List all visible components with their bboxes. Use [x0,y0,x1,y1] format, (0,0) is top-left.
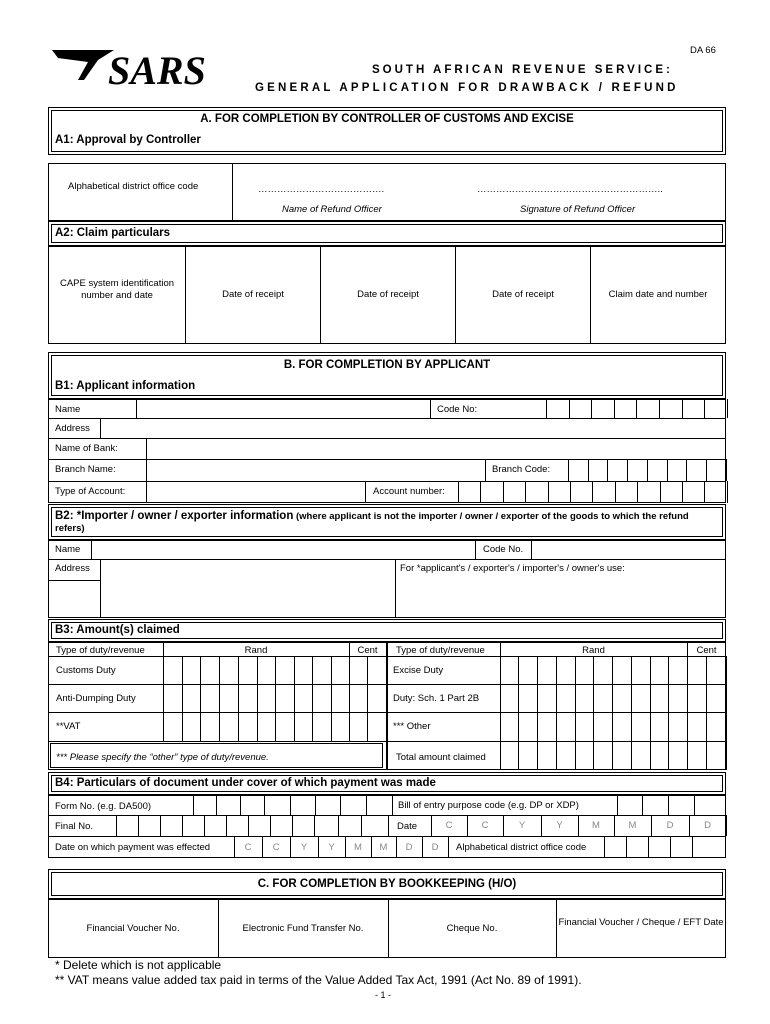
b3-other-note: *** Please specify the “other” type of duty/revenue. [56,752,269,763]
b3-total-digit-box[interactable] [501,742,518,769]
b3-total-label: Total amount claimed [396,752,486,763]
org-name: SOUTH AFRICAN REVENUE SERVICE: [372,64,673,76]
form-title: GENERAL APPLICATION FOR DRAWBACK / REFUND [255,82,679,94]
b3-rand-digit-box[interactable] [557,713,575,739]
b3-left-type-header: Type of duty/revenue [56,645,145,656]
b2-code-no-input[interactable] [532,541,725,558]
a2-title: A2: Claim particulars [55,227,171,239]
b3-left-cent-header: Cent [357,645,378,656]
b1-code-no-box[interactable] [705,400,727,417]
b1-account-type-input[interactable] [147,482,365,502]
b3-rand-digit-box[interactable] [201,713,219,739]
b3-cent-digit-box[interactable] [350,685,367,711]
b4-bill-of-entry-label: Bill of entry purpose code (e.g. DP or XDP) [398,800,579,811]
b1-branch-code-box[interactable] [628,460,647,480]
b3-rand-digit-box[interactable] [651,685,668,711]
b1-bank-label: Name of Bank: [55,443,118,454]
district-code-label: Alphabetical district office code [68,181,199,192]
b4-date-label: Date [397,821,418,832]
b3-rand-digit-box[interactable] [557,685,575,711]
b3-rand-digit-box[interactable] [313,657,331,683]
b4-date-letter-placeholder[interactable]: M [628,820,637,831]
b3-rand-digit-box[interactable] [220,685,238,711]
b3-rand-digit-box[interactable] [332,657,349,683]
b1-code-no-box[interactable] [637,400,659,417]
section-b-title: B. FOR COMPLETION BY APPLICANT [283,359,491,371]
b3-rand-digit-box[interactable] [295,685,312,711]
b4-payment-date-letter-placeholder[interactable]: Y [328,842,335,853]
b3-rand-digit-box[interactable] [632,657,650,683]
b4-date-letter-placeholder[interactable]: C [481,820,489,831]
b2-name-label: Name [55,544,81,555]
b3-rand-digit-box[interactable] [594,685,612,711]
b3-total-digit-box[interactable] [688,742,706,769]
b1-name-input[interactable] [137,400,430,417]
b3-rand-digit-box[interactable] [332,713,349,739]
svg-text:SARS: SARS [108,48,206,93]
b3-rand-digit-box[interactable] [276,657,294,683]
b4-payment-date-letter-placeholder[interactable]: Y [300,842,308,853]
b3-rand-digit-box[interactable] [313,685,331,711]
b3-cent-digit-box[interactable] [707,685,726,711]
b3-title: B3: Amount(s) claimed [55,624,180,636]
b3-rand-digit-box[interactable] [594,657,612,683]
claim-col-receipt-2: Date of receipt [357,289,419,300]
footer-note-delete: * Delete which is not applicable [55,958,222,972]
b3-rand-digit-box[interactable] [613,713,631,739]
officer-name-label: Name of Refund Officer [282,204,382,215]
c-col-date: Financial Voucher / Cheque / EFT Date [558,917,724,928]
b4-payment-date-label: Date on which payment was effected [55,842,211,853]
b3-cent-digit-box[interactable] [368,713,386,739]
c-col-eft: Electronic Fund Transfer No. [242,923,364,934]
b3-rand-digit-box[interactable] [239,713,257,739]
b3-rand-digit-box[interactable] [632,685,650,711]
b3-rand-digit-box[interactable] [201,685,219,711]
b3-rand-digit-box[interactable] [576,657,593,683]
b3-rand-digit-box[interactable] [332,685,349,711]
b1-address-label: Address [55,423,90,434]
b3-rand-digit-box[interactable] [538,685,556,711]
b3-total-digit-box[interactable] [613,742,631,769]
b3-rand-digit-box[interactable] [276,685,294,711]
b3-rand-digit-box[interactable] [164,685,182,711]
b1-account-number-box[interactable] [504,482,525,502]
b1-account-number-box[interactable] [459,482,480,502]
b3-left-rand-header: Rand [244,645,268,656]
b1-branch-name-input[interactable] [147,460,485,480]
b3-rand-digit-box[interactable] [613,685,631,711]
b3-rand-digit-box[interactable] [576,685,593,711]
b1-branch-name-label: Branch Name: [55,464,116,475]
b3-cent-digit-box[interactable] [350,657,367,683]
b1-branch-code-box[interactable] [608,460,627,480]
b3-rand-digit-box[interactable] [538,713,556,739]
a1-title: A1: Approval by Controller [55,134,201,146]
b2-title [55,510,720,535]
b3-total-digit-box[interactable] [594,742,612,769]
b1-branch-code-box[interactable] [707,460,726,480]
b3-rand-digit-box[interactable] [313,713,331,739]
footer-note-vat: ** VAT means value added tax paid in terms of the Value Added Tax Act, 1991 (Act No. 89 of 1991). [55,973,582,987]
b1-account-type-label: Type of Account: [55,486,126,497]
b3-rand-digit-box[interactable] [239,685,257,711]
b3-row-other: *** Other [393,721,431,732]
b4-payment-date-letter-placeholder[interactable]: D [405,842,413,853]
b3-rand-digit-box[interactable] [183,685,200,711]
b3-cent-digit-box[interactable] [707,713,726,739]
b3-row-sch1-part2b: Duty: Sch. 1 Part 2B [393,693,480,704]
b4-final-no-label: Final No. [55,821,94,832]
claim-col-receipt-1: Date of receipt [222,289,284,300]
b3-rand-digit-box[interactable] [201,657,219,683]
b1-account-number-label: Account number: [373,486,445,497]
b1-account-number-box[interactable] [481,482,502,502]
b2-code-no-label: Code No. [483,544,524,555]
b3-rand-digit-box[interactable] [576,713,593,739]
b4-payment-date-letter-placeholder[interactable]: D [431,842,439,853]
b3-cent-digit-box[interactable] [368,657,386,683]
claim-col-receipt-3: Date of receipt [492,289,554,300]
b3-rand-digit-box[interactable] [501,713,518,739]
claim-col-cape: CAPE system identification number and date [59,278,175,301]
b1-account-number-box[interactable] [571,482,592,502]
b4-date-letter-placeholder[interactable]: C [445,820,453,831]
b3-cent-digit-box[interactable] [350,713,367,739]
b3-rand-digit-box[interactable] [613,657,631,683]
b1-code-no-box[interactable] [615,400,637,417]
b1-code-no-box[interactable] [660,400,682,417]
b3-row-customs-duty: Customs Duty [56,665,116,676]
b3-rand-digit-box[interactable] [220,657,238,683]
b3-rand-digit-box[interactable] [669,657,687,683]
b3-total-digit-box[interactable] [576,742,593,769]
b4-date-letter-placeholder[interactable]: D [666,820,674,831]
b3-cent-digit-box[interactable] [368,685,386,711]
b4-payment-date-letter-placeholder[interactable]: C [272,842,280,853]
b2-title-note: (where applicant is not the importer / owner / exporter of the goods to which the refund refers) [55,511,689,534]
b1-code-no-box[interactable] [592,400,614,417]
b3-rand-digit-box[interactable] [519,713,537,739]
b1-bank-input[interactable] [147,439,725,458]
b1-account-number-box[interactable] [616,482,637,502]
b1-code-no-label: Code No: [437,404,478,415]
b2-title-main: B2: *Importer / owner / exporter information [55,510,294,522]
c-col-cheque: Cheque No. [446,923,498,934]
b3-rand-digit-box[interactable] [501,685,518,711]
b3-cent-digit-box[interactable] [707,657,726,683]
b1-title: B1: Applicant information [55,380,196,392]
b1-account-number-box[interactable] [593,482,614,502]
claim-col-date-number: Claim date and number [608,289,708,300]
page-number: - 1 - [375,990,392,1000]
b1-account-number-box[interactable] [683,482,704,502]
b3-rand-digit-box[interactable] [538,657,556,683]
section-c-title: C. FOR COMPLETION BY BOOKKEEPING (H/O) [257,878,517,890]
b3-right-cent-header: Cent [696,645,717,656]
b2-for-use-label: For *applicant's / exporter's / importer's / owner's use: [400,563,625,574]
b3-total-digit-box[interactable] [707,742,726,769]
b3-rand-digit-box[interactable] [295,657,312,683]
officer-signature-field[interactable]: ………………………………………………….. [477,184,663,195]
b1-branch-code-box[interactable] [668,460,687,480]
b3-rand-digit-box[interactable] [183,657,200,683]
b1-account-number-box[interactable] [549,482,570,502]
b1-code-no-box[interactable] [683,400,705,417]
b3-row-excise-duty: Excise Duty [393,665,444,676]
b1-address-input[interactable] [101,419,725,437]
b4-payment-date-letter-placeholder[interactable]: C [244,842,252,853]
b4-title: B4: Particulars of document under cover of which payment was made [55,777,436,789]
b1-code-no-box[interactable] [547,400,569,417]
b3-total-digit-box[interactable] [651,742,668,769]
b1-branch-code-label: Branch Code: [492,464,551,475]
b2-address-label: Address [55,563,90,574]
b3-total-digit-box[interactable] [632,742,650,769]
b3-rand-digit-box[interactable] [258,713,275,739]
b1-branch-code-box[interactable] [589,460,608,480]
b1-account-number-box[interactable] [526,482,547,502]
b3-rand-digit-box[interactable] [220,713,238,739]
b1-account-number-box[interactable] [661,482,682,502]
b3-rand-digit-box[interactable] [239,657,257,683]
b3-rand-digit-box[interactable] [557,657,575,683]
b1-account-number-box[interactable] [638,482,659,502]
b4-date-letter-placeholder[interactable]: Y [556,820,563,831]
b3-right-rand-header: Rand [582,645,605,656]
b4-district-code-label: Alphabetical district office code [456,842,587,853]
b3-rand-digit-box[interactable] [632,713,650,739]
b3-row-anti-dumping: Anti-Dumping Duty [56,693,136,704]
c-col-voucher: Financial Voucher No. [86,923,180,934]
b3-total-digit-box[interactable] [519,742,537,769]
b3-total-digit-box[interactable] [538,742,556,769]
b4-date-letter-placeholder[interactable]: M [592,820,600,831]
b3-cent-digit-box[interactable] [688,713,706,739]
b4-form-no-label: Form No. (e.g. DA500) [55,801,152,812]
b3-rand-digit-box[interactable] [669,685,687,711]
sars-logo-mark [50,46,230,94]
b4-date-letter-placeholder[interactable]: D [704,820,711,831]
officer-name-field[interactable]: …………………………………. [258,184,385,195]
b3-rand-digit-box[interactable] [295,713,312,739]
b1-branch-code-box[interactable] [648,460,667,480]
b3-rand-digit-box[interactable] [258,685,275,711]
b3-rand-digit-box[interactable] [651,657,668,683]
b1-name-label: Name [55,404,81,415]
b3-rand-digit-box[interactable] [594,713,612,739]
b1-account-number-box[interactable] [705,482,726,502]
b3-rand-digit-box[interactable] [519,657,537,683]
b4-payment-date-letter-placeholder[interactable]: M [354,842,362,853]
b3-rand-digit-box[interactable] [164,713,182,739]
b3-rand-digit-box[interactable] [258,657,275,683]
b3-rand-digit-box[interactable] [651,713,668,739]
b3-rand-digit-box[interactable] [183,713,200,739]
b2-name-input[interactable] [92,541,475,558]
b2-address-input[interactable] [101,560,394,617]
b3-rand-digit-box[interactable] [669,713,687,739]
b3-rand-digit-box[interactable] [519,685,537,711]
sars-logo [50,46,230,94]
b3-total-digit-box[interactable] [557,742,575,769]
b4-payment-date-letter-placeholder[interactable]: M [379,842,388,853]
b3-rand-digit-box[interactable] [276,713,294,739]
b4-date-letter-placeholder[interactable]: Y [518,820,526,831]
b3-total-digit-box[interactable] [669,742,687,769]
b3-right-type-header: Type of duty/revenue [396,645,485,656]
section-a-title: A. FOR COMPLETION BY CONTROLLER OF CUSTOMS AND EXCISE [200,113,574,125]
b1-branch-code-box[interactable] [687,460,706,480]
b3-row-vat: **VAT [56,721,81,732]
b3-cent-digit-box[interactable] [688,685,706,711]
b1-branch-code-box[interactable] [569,460,588,480]
b3-rand-digit-box[interactable] [164,657,182,683]
officer-signature-label: Signature of Refund Officer [520,204,636,215]
b3-rand-digit-box[interactable] [501,657,518,683]
form-code: DA 66 [690,45,716,56]
b1-code-no-box[interactable] [570,400,592,417]
b3-cent-digit-box[interactable] [688,657,706,683]
